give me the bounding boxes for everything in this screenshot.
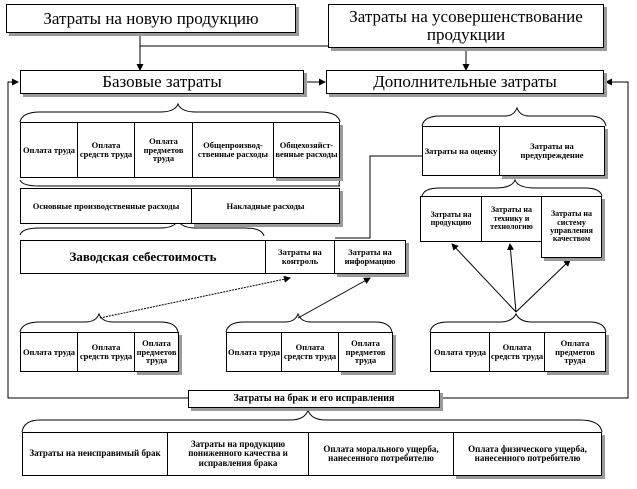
- defect-costs-label: Затраты на брак и его исправления: [233, 392, 395, 404]
- main-production-costs-label: Основные производственные расходы: [32, 200, 180, 211]
- prevention-costs-label: Затраты на предупреждение: [520, 141, 584, 160]
- product-costs-label: Затраты на продукцию: [430, 209, 472, 227]
- technology-costs: [481, 196, 542, 242]
- defect-item-irreparable: [22, 432, 168, 476]
- factory-cost-label: Заводская себестоимость: [69, 249, 217, 265]
- base-item-means: [77, 122, 135, 178]
- t3-means-label: Оплата средств труда: [490, 342, 544, 361]
- t1-means-label: Оплата средств труда: [79, 342, 133, 361]
- t3-objects-label: Оплата предметов труда: [555, 337, 595, 366]
- t3-means: [489, 332, 545, 372]
- defect-item-physical-damage-label: Оплата физического ущерба, нанесенного потребителю: [468, 443, 587, 463]
- control-costs: [265, 240, 335, 274]
- t3-objects: [544, 332, 606, 372]
- defect-item-moral-damage-label: Оплата морального ущерба, нанесенного потребителю: [323, 443, 439, 463]
- defect-item-physical-damage: [453, 432, 602, 476]
- technology-costs-label: Затраты на технику и технологию: [490, 205, 533, 232]
- additional-costs: [326, 70, 604, 94]
- t1-objects-label: Оплата предметов труда: [136, 337, 177, 366]
- base-item-means-label: Оплата средств труда: [79, 140, 133, 159]
- base-item-objects: [134, 122, 193, 178]
- product-costs: [420, 196, 482, 242]
- defect-item-moral-damage: [308, 432, 454, 476]
- information-costs-label: Затраты на информацию: [344, 247, 396, 266]
- prevention-costs: [499, 126, 605, 176]
- main-production-costs: [20, 188, 192, 224]
- additional-costs-label: Дополнительные затраты: [373, 72, 557, 92]
- base-costs: [20, 70, 304, 94]
- t1-means: [77, 332, 135, 372]
- defect-item-irreparable-label: Затраты на неисправимый брак: [29, 448, 161, 459]
- defect-item-low-quality: [167, 432, 309, 476]
- t2-means: [281, 332, 339, 372]
- new-product-costs-label: Затраты на новую продукцию: [43, 8, 259, 28]
- defect-item-low-quality-label: Затраты на продукцию пониженного качества и исправления брака: [188, 438, 288, 468]
- quality-system-costs: [541, 196, 602, 258]
- base-item-general-production: [192, 122, 274, 178]
- evaluation-costs-label: Затраты на оценку: [424, 145, 498, 156]
- t1-labor: [20, 332, 78, 372]
- base-item-labor-label: Оплата труда: [22, 144, 76, 155]
- factory-cost: [20, 240, 266, 274]
- t2-objects-label: Оплата предметов труда: [345, 337, 386, 366]
- t2-labor-label: Оплата труда: [227, 346, 281, 357]
- new-product-costs: [6, 4, 296, 33]
- evaluation-costs: [422, 126, 500, 176]
- product-improvement-costs: [328, 4, 604, 48]
- t2-objects: [338, 332, 393, 372]
- base-item-general-business: [273, 122, 340, 178]
- t3-labor: [430, 332, 490, 372]
- defect-costs: [188, 390, 440, 408]
- overhead-costs-label: Накладные расходы: [226, 200, 305, 211]
- information-costs: [334, 240, 406, 274]
- base-item-labor: [20, 122, 78, 178]
- t2-means-label: Оплата средств труда: [283, 342, 337, 361]
- base-item-objects-label: Оплата предметов труда: [143, 135, 184, 164]
- t1-objects: [134, 332, 179, 372]
- quality-system-costs-label: Затраты на систему управления качеством: [550, 209, 593, 244]
- overhead-costs: [191, 188, 340, 224]
- t2-labor: [226, 332, 282, 372]
- base-item-general-production-label: Общепроизвод-ственные расходы: [197, 140, 269, 159]
- product-improvement-costs-label: Затраты на усовершенствование продукции: [349, 7, 583, 44]
- base-costs-label: Базовые затраты: [102, 72, 222, 92]
- t1-labor-label: Оплата труда: [22, 346, 76, 357]
- t3-labor-label: Оплата труда: [433, 346, 487, 357]
- base-item-general-business-label: Общехозяйст-венные расходы: [275, 140, 338, 159]
- control-costs-label: Затраты на контроль: [278, 247, 322, 266]
